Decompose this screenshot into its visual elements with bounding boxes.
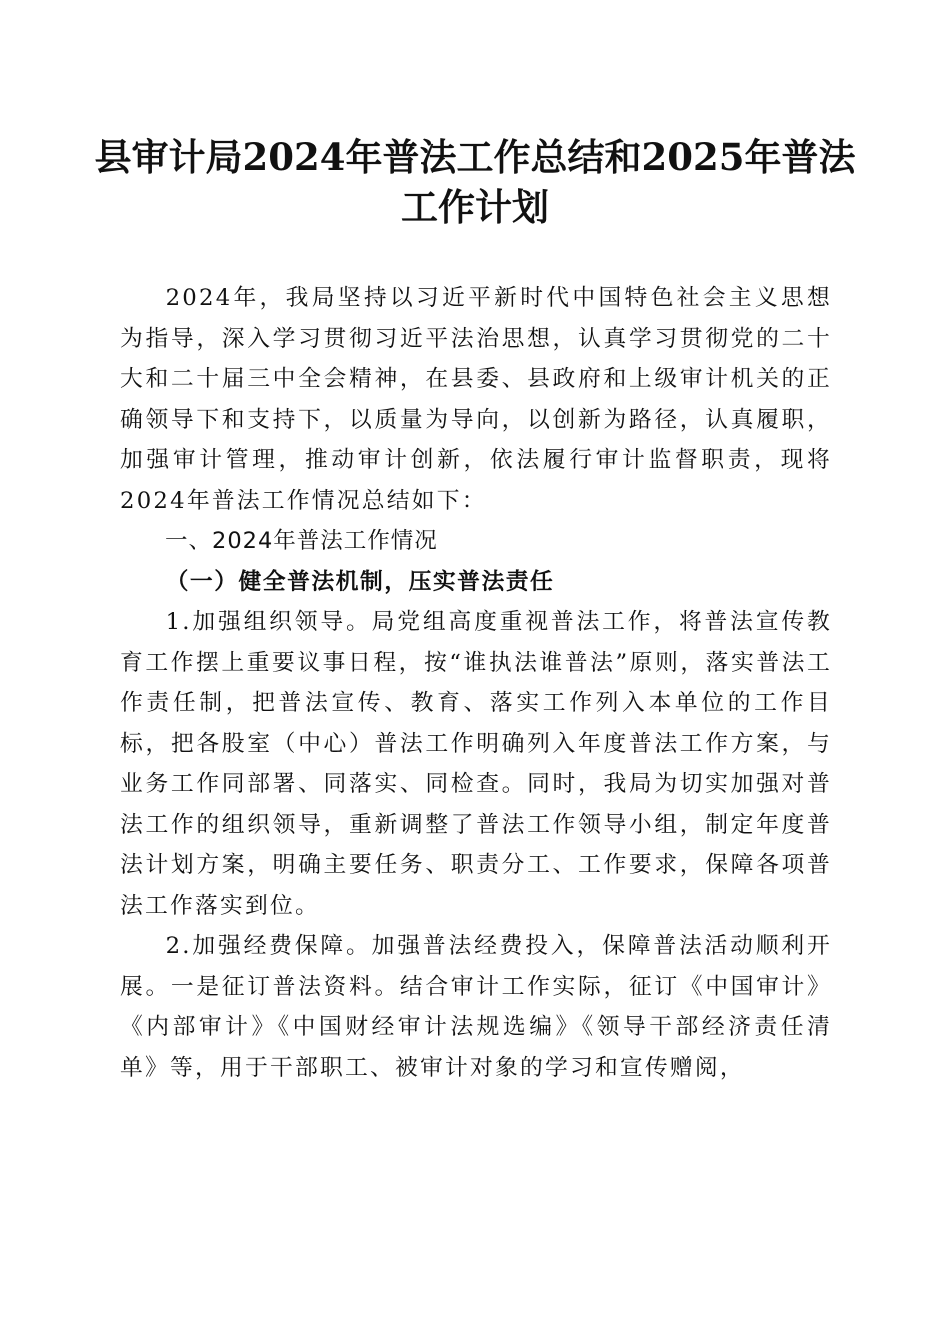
section-heading-1: 一、2024年普法工作情况	[165, 528, 438, 554]
title-line-2: 工作计划	[401, 185, 549, 229]
item-paragraph-1: 1.加强组织领导。局党组高度重视普法工作，将普法宣传教育工作摆上重要议事日程，按“谁执法谁普法”原则，落实普法工作责任制，把普法宣传、教育、落实工作列入本单位的工作目标，把各股室（中心）普法工作明确列入年度普法工作方案，与业务工作同部署、同落实、同检查。同时，我局为切实加强对普法工作的组织领导，重新调整了普法工作领导小组，制定年度普法计划方案，明确主要任务、职责分工、工作要求，保障各项普法工作落实到位。	[120, 609, 832, 919]
title-line-1: 县审计局2024年普法工作总结和2025年普法	[94, 135, 856, 179]
document-title	[60, 132, 890, 232]
subsection-heading-1: （一）健全普法机制，压实普法责任	[165, 568, 555, 595]
item-paragraph-2: 2.加强经费保障。加强普法经费投入，保障普法活动顺利开展。一是征订普法资料。结合审计工作实际，征订《中国审计》《内部审计》《中国财经审计法规选编》《领导干部经济责任清单》等，用于干部职工、被审计对象的学习和宣传赠阅，	[120, 933, 832, 1081]
intro-paragraph: 2024年，我局坚持以习近平新时代中国特色社会主义思想为指导，深入学习贯彻习近平法治思想，认真学习贯彻党的二十大和二十届三中全会精神，在县委、县政府和上级审计机关的正确领导下和支持下，以质量为导向，以创新为路径，认真履职，加强审计管理，推动审计创新，依法履行审计监督职责，现将2024年普法工作情况总结如下：	[120, 285, 832, 514]
document-body	[120, 278, 832, 1088]
